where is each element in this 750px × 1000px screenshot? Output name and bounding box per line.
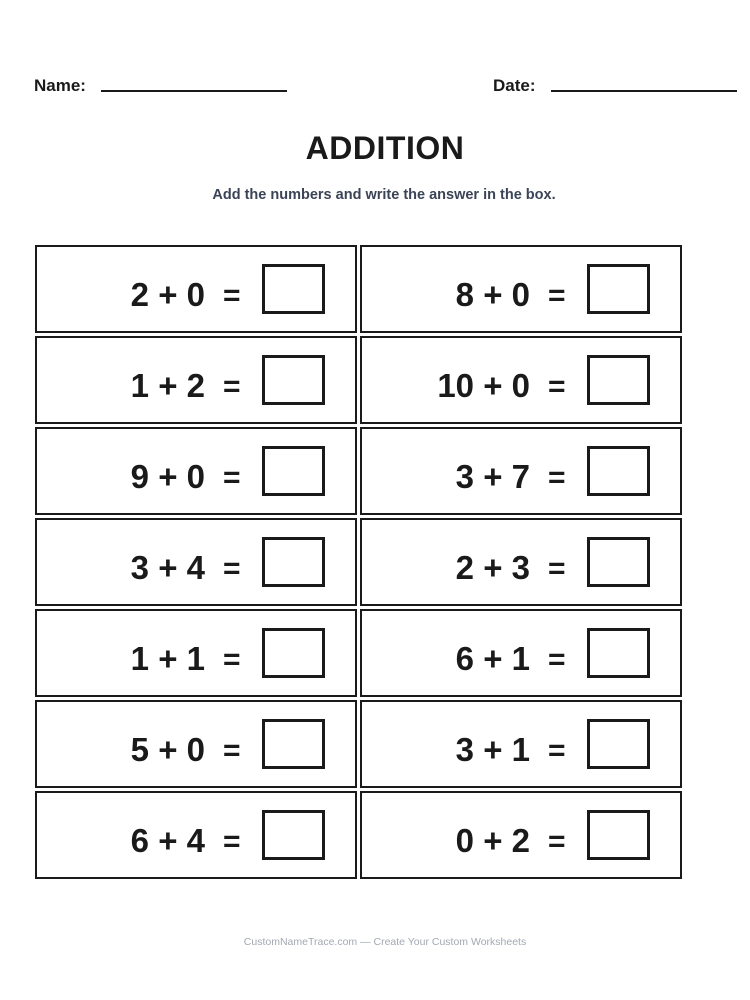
answer-box[interactable] bbox=[587, 537, 650, 587]
equals-sign: = bbox=[548, 279, 566, 312]
answer-box[interactable] bbox=[587, 810, 650, 860]
equals-sign: = bbox=[548, 552, 566, 585]
problem-expression: 2 + 0 bbox=[130, 276, 205, 313]
worksheet-title: ADDITION bbox=[305, 130, 465, 166]
problem-expression: 1 + 1 bbox=[130, 640, 205, 677]
problem-expression: 9 + 0 bbox=[130, 458, 205, 495]
footer-credit: CustomNameTrace.com — Create Your Custom Worksheets bbox=[243, 936, 527, 948]
equals-sign: = bbox=[548, 825, 566, 858]
equals-sign: = bbox=[223, 461, 241, 494]
problem-cell bbox=[35, 245, 357, 333]
date-label: Date: bbox=[493, 76, 536, 95]
problem-expression: 5 + 0 bbox=[130, 731, 205, 768]
answer-box[interactable] bbox=[587, 355, 650, 405]
answer-box[interactable] bbox=[262, 810, 325, 860]
problem-cell bbox=[35, 700, 357, 788]
problem-cell bbox=[360, 427, 682, 515]
problem-cell bbox=[35, 427, 357, 515]
equals-sign: = bbox=[223, 643, 241, 676]
problem-cell bbox=[360, 609, 682, 697]
answer-box[interactable] bbox=[262, 355, 325, 405]
name-label: Name: bbox=[34, 76, 86, 95]
date-field-line[interactable] bbox=[551, 90, 737, 92]
equals-sign: = bbox=[223, 825, 241, 858]
answer-box[interactable] bbox=[262, 628, 325, 678]
answer-box[interactable] bbox=[262, 264, 325, 314]
equals-sign: = bbox=[548, 734, 566, 767]
problem-expression: 1 + 2 bbox=[130, 367, 205, 404]
answer-box[interactable] bbox=[587, 446, 650, 496]
problem-cell bbox=[360, 336, 682, 424]
name-field-line[interactable] bbox=[101, 90, 287, 92]
problem-expression: 6 + 1 bbox=[455, 640, 530, 677]
problem-expression: 2 + 3 bbox=[455, 549, 530, 586]
equals-sign: = bbox=[548, 461, 566, 494]
problem-cell bbox=[360, 245, 682, 333]
problem-cell bbox=[35, 336, 357, 424]
problem-cell bbox=[360, 791, 682, 879]
equals-sign: = bbox=[548, 370, 566, 403]
equals-sign: = bbox=[223, 734, 241, 767]
answer-box[interactable] bbox=[587, 264, 650, 314]
problem-expression: 8 + 0 bbox=[455, 276, 530, 313]
answer-box[interactable] bbox=[587, 628, 650, 678]
answer-box[interactable] bbox=[262, 446, 325, 496]
problem-expression: 3 + 4 bbox=[130, 549, 205, 586]
equals-sign: = bbox=[223, 552, 241, 585]
answer-box[interactable] bbox=[262, 719, 325, 769]
problem-cell bbox=[35, 518, 357, 606]
answer-box[interactable] bbox=[262, 537, 325, 587]
equals-sign: = bbox=[548, 643, 566, 676]
problem-expression: 3 + 7 bbox=[455, 458, 530, 495]
problem-cell bbox=[35, 791, 357, 879]
problem-grid bbox=[35, 245, 682, 879]
problem-cell bbox=[360, 700, 682, 788]
problem-expression: 0 + 2 bbox=[455, 822, 530, 859]
problem-cell bbox=[35, 609, 357, 697]
problem-expression: 10 + 0 bbox=[437, 367, 530, 404]
answer-box[interactable] bbox=[587, 719, 650, 769]
equals-sign: = bbox=[223, 370, 241, 403]
problem-expression: 3 + 1 bbox=[455, 731, 530, 768]
worksheet-instruction: Add the numbers and write the answer in the box. bbox=[212, 187, 556, 203]
problem-cell bbox=[360, 518, 682, 606]
problem-expression: 6 + 4 bbox=[130, 822, 205, 859]
equals-sign: = bbox=[223, 279, 241, 312]
